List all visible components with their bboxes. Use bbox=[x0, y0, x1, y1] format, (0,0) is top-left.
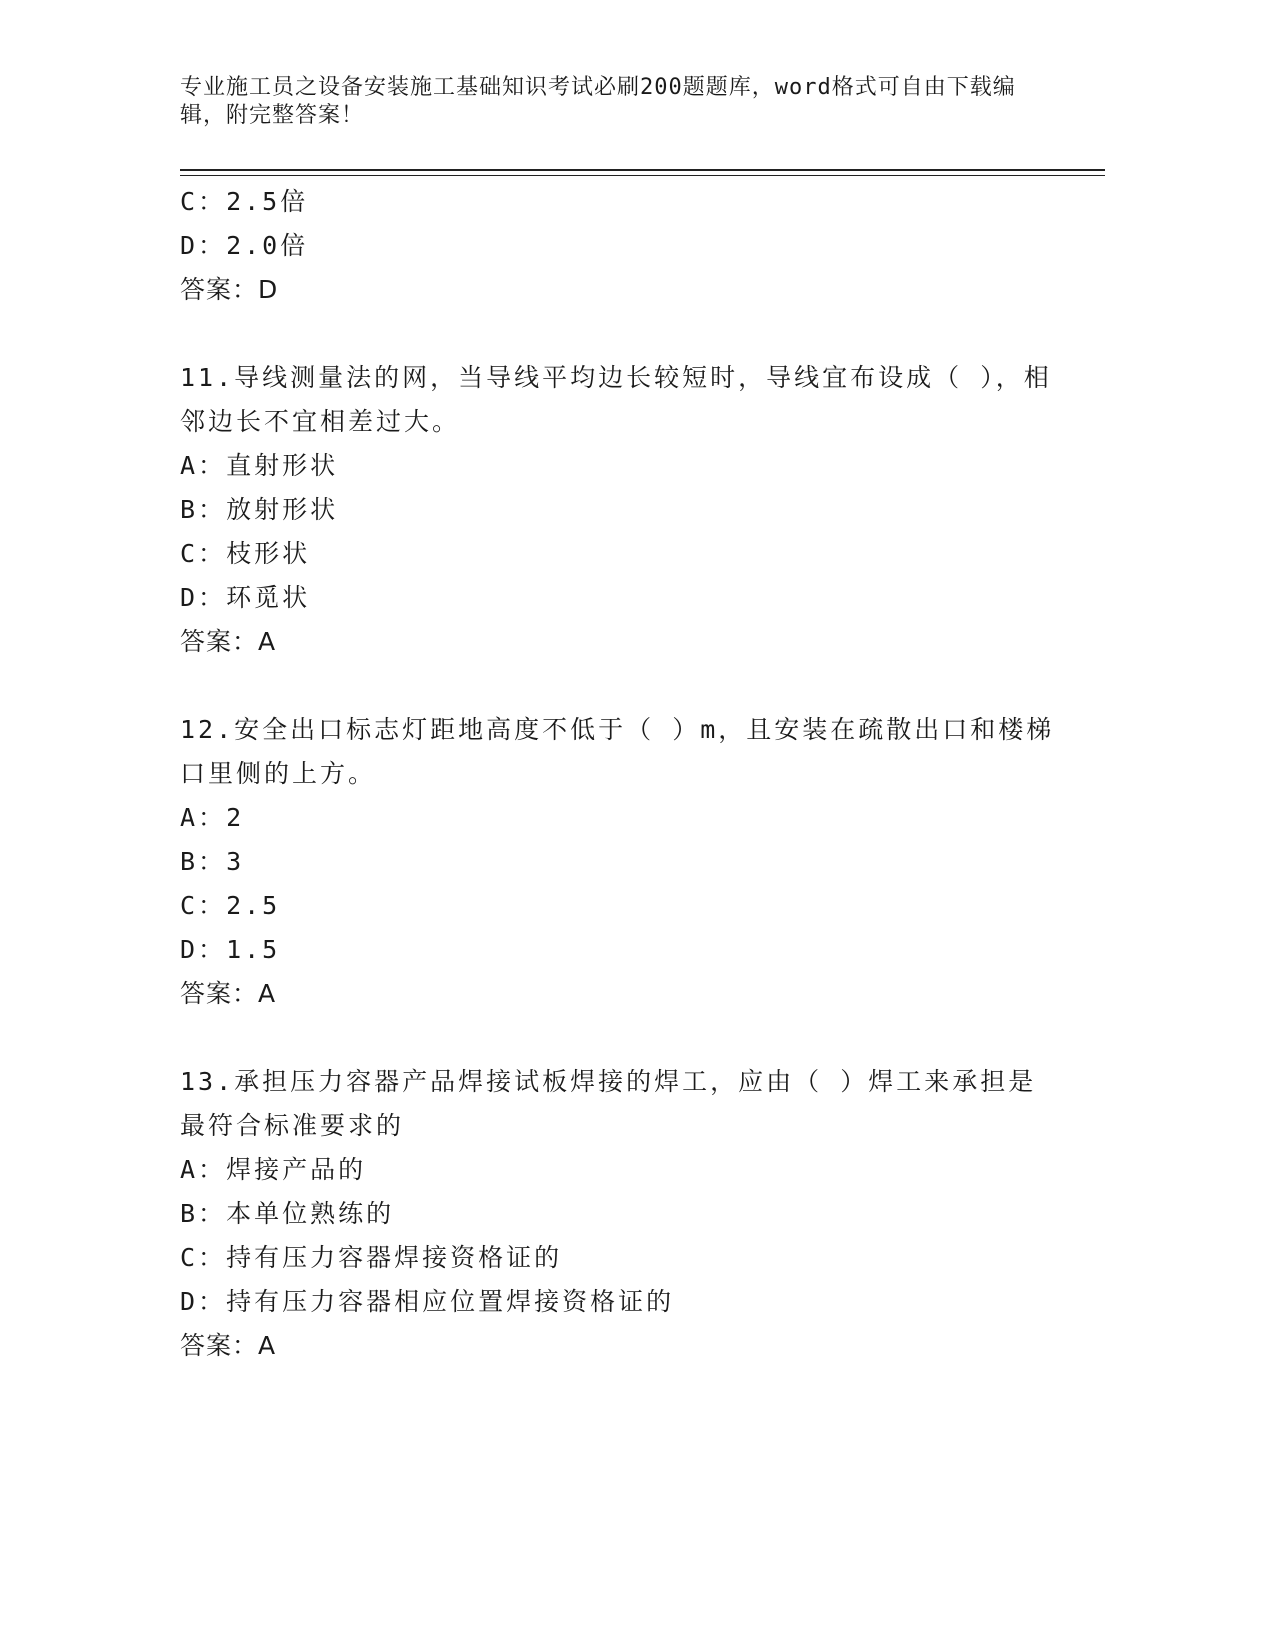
question-list bbox=[180, 180, 1060, 1368]
option-a: A：焊接产品的 bbox=[180, 1155, 367, 1184]
option-a: A：直射形状 bbox=[180, 451, 339, 480]
question-12 bbox=[180, 708, 1060, 1016]
option-b: B：放射形状 bbox=[180, 495, 339, 524]
answer-line: 答案：D bbox=[180, 275, 279, 304]
answer-line: 答案：A bbox=[180, 979, 277, 1008]
question-13 bbox=[180, 1060, 1060, 1368]
question-11 bbox=[180, 356, 1060, 664]
answer-line: 答案：A bbox=[180, 627, 277, 656]
option-c: C：2.5 bbox=[180, 891, 281, 920]
question-stem: 11.导线测量法的网，当导线平均边长较短时，导线宜布设成（ ），相邻边长不宜相差过大。 bbox=[180, 363, 1052, 436]
option-d: D：2.0倍 bbox=[180, 231, 309, 260]
header-rule-thin bbox=[180, 175, 1105, 176]
option-d: D：持有压力容器相应位置焊接资格证的 bbox=[180, 1287, 675, 1316]
option-b: B：本单位熟练的 bbox=[180, 1199, 395, 1228]
option-c: C：持有压力容器焊接资格证的 bbox=[180, 1243, 563, 1272]
option-b: B：3 bbox=[180, 847, 245, 876]
option-d: D：1.5 bbox=[180, 935, 281, 964]
document-header: 专业施工员之设备安装施工基础知识考试必刷200题题库，word格式可自由下载编辑，附完整答案！ bbox=[180, 75, 1016, 128]
option-c: C：枝形状 bbox=[180, 539, 311, 568]
option-a: A：2 bbox=[180, 803, 245, 832]
option-c: C：2.5倍 bbox=[180, 187, 309, 216]
question-stem: 12.安全出口标志灯距地高度不低于（ ）m，且安装在疏散出口和楼梯口里侧的上方。 bbox=[180, 715, 1055, 788]
header-rule-thick bbox=[180, 169, 1105, 171]
question-stem: 13.承担压力容器产品焊接试板焊接的焊工，应由（ ）焊工来承担是最符合标准要求的 bbox=[180, 1067, 1037, 1140]
answer-line: 答案：A bbox=[180, 1331, 277, 1360]
partial-question bbox=[180, 180, 1060, 312]
option-d: D：环觅状 bbox=[180, 583, 311, 612]
